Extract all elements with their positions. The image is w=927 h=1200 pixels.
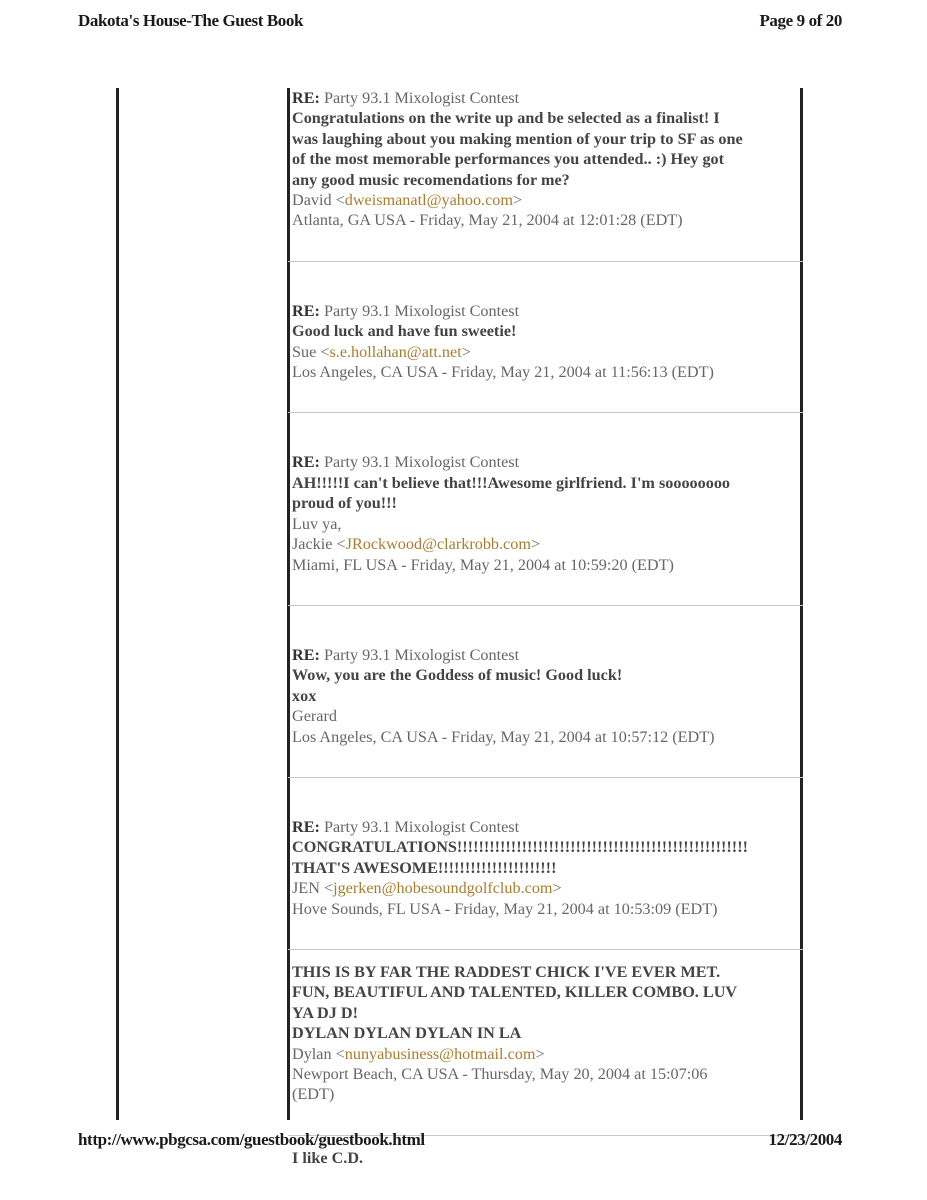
spacer (291, 575, 800, 605)
author-email-link[interactable]: jgerken@hobesoundgolfclub.com (333, 879, 553, 898)
entry-subject: Party 93.1 Mixologist Contest (319, 645, 520, 664)
entry-location-date: Hove Sounds, FL USA - Friday, May 21, 2004 at 10:53:09 (EDT) (292, 899, 718, 918)
spacer (291, 778, 800, 817)
entry-subject: Party 93.1 Mixologist Contest (319, 453, 520, 472)
author-name: Sue (292, 342, 317, 361)
guestbook-entry (291, 817, 800, 919)
spacer (291, 382, 800, 412)
page-number: Page 9 of 20 (759, 11, 842, 30)
author-name: Gerard (292, 707, 337, 726)
entry-message-line: Wow, you are the Goddess of music! Good luck! (292, 666, 623, 685)
entry-message-line: proud of you!!! (292, 494, 397, 513)
entry-author (292, 706, 800, 726)
author-email-link[interactable]: s.e.hollahan@att.net (329, 342, 462, 361)
guestbook-entry (291, 962, 800, 1105)
entry-message-line: AH!!!!!I can't believe that!!!Awesome girlfriend. I'm soooooooo (292, 473, 731, 492)
entry-location-date: Los Angeles, CA USA - Friday, May 21, 2004 at 11:56:13 (EDT) (292, 363, 714, 382)
guestbook-entry (291, 452, 800, 574)
entry-message-line: FUN, BEAUTIFUL AND TALENTED, KILLER COMBO. LUV (292, 983, 738, 1002)
guestbook-entry (291, 301, 800, 383)
entry-subject: Party 93.1 Mixologist Contest (319, 301, 520, 320)
entry-message-line: xox (292, 686, 317, 705)
document-title: Dakota's House-The Guest Book (78, 11, 304, 30)
entry-location-date: (EDT) (292, 1085, 335, 1104)
entry-message-line: was laughing about you making mention of your trip to SF as one (292, 129, 743, 148)
page-footer (78, 1130, 842, 1150)
entry-subject-line (292, 301, 800, 321)
entry-location-date: Newport Beach, CA USA - Thursday, May 20, 2004 at 15:07:06 (292, 1065, 708, 1083)
spacer (291, 747, 800, 777)
guestbook-entry (291, 1148, 800, 1168)
re-label: RE: (292, 89, 320, 107)
entry-message-line: THIS IS BY FAR THE RADDEST CHICK I'VE EVER MET. (292, 962, 721, 981)
author-name: David (292, 191, 332, 210)
spacer (291, 950, 800, 962)
author-name: Jackie (292, 535, 333, 554)
author-name: Dylan (292, 1044, 332, 1063)
entry-subject-line (292, 817, 800, 837)
re-label: RE: (292, 817, 320, 836)
entry-signoff: Luv ya, (292, 514, 342, 533)
entry-subject: Party 93.1 Mixologist Contest (319, 817, 520, 836)
entry-author: Sue <s.e.hollahan@att.net> (292, 342, 471, 361)
guestbook-entry (291, 88, 800, 231)
entry-author: Jackie <JRockwood@clarkrobb.com> (292, 535, 541, 554)
spacer (291, 919, 800, 949)
author-email-link[interactable]: JRockwood@clarkrobb.com (345, 535, 531, 554)
entry-message-line: any good music recomendations for me? (292, 170, 570, 189)
entry-subject-line (292, 645, 800, 665)
page-header (78, 11, 842, 31)
entry-subject-line (292, 88, 800, 108)
entry-subject: Party 93.1 Mixologist Contest (319, 89, 520, 107)
entry-author: Dylan <nunyabusiness@hotmail.com> (292, 1044, 545, 1063)
entry-subject-line (292, 452, 800, 472)
guestbook-entries (291, 88, 800, 1168)
entry-location-date: Atlanta, GA USA - Friday, May 21, 2004 at 12:01:28 (EDT) (292, 211, 683, 230)
entry-location-date: Los Angeles, CA USA - Friday, May 21, 2004 at 10:57:12 (EDT) (292, 727, 715, 746)
entry-message-line: of the most memorable performances you attended.. :) Hey got (292, 150, 725, 169)
entry-message-line: DYLAN DYLAN DYLAN IN LA (292, 1024, 522, 1043)
re-label: RE: (292, 301, 320, 320)
entry-message-line: I like C.D. (292, 1148, 364, 1167)
spacer (291, 231, 800, 261)
author-name: JEN (292, 879, 320, 898)
re-label: RE: (292, 453, 320, 472)
entry-author: JEN <jgerken@hobesoundgolfclub.com> (292, 879, 562, 898)
re-label: RE: (292, 645, 320, 664)
spacer (291, 262, 800, 301)
entry-message-line: CONGRATULATIONS!!!!!!!!!!!!!!!!!!!!!!!!!!!!!!!!!!!!!!!!!!!!!!!!!!!!!! (292, 838, 748, 857)
entry-message-line: THAT'S AWESOME!!!!!!!!!!!!!!!!!!!!!! (292, 858, 557, 877)
footer-url: http://www.pbgcsa.com/guestbook/guestbook.html (78, 1130, 425, 1149)
author-email-link[interactable]: dweismanatl@yahoo.com (344, 191, 513, 210)
entry-message-line: YA DJ D! (292, 1003, 358, 1022)
left-border-line (116, 88, 119, 1120)
spacer (291, 606, 800, 645)
entry-message-line: Good luck and have fun sweetie! (292, 322, 517, 341)
entry-author: David <dweismanatl@yahoo.com> (292, 191, 523, 210)
print-date: 12/23/2004 (768, 1130, 842, 1149)
author-email-link[interactable]: nunyabusiness@hotmail.com (344, 1044, 536, 1063)
spacer (291, 413, 800, 452)
entry-location-date: Miami, FL USA - Friday, May 21, 2004 at 10:59:20 (EDT) (292, 555, 674, 574)
guestbook-entry (291, 645, 800, 747)
entry-message-line: Congratulations on the write up and be selected as a finalist! I (292, 109, 720, 128)
